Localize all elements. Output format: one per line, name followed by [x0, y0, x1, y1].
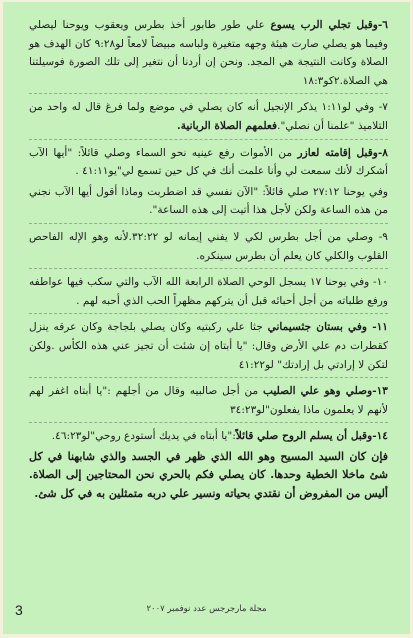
separator — [29, 139, 388, 140]
paragraph-text: ١٠- وفي يوحنا ١٧ يسجل الوحي الصلاة الرابعة الله الآب والتي سكب فيها عواطفه ورفع طلباته من أجل أحبائه قبل أن يتركهم مظهراً الحب الذي أحبه لهم . — [29, 276, 388, 307]
paragraph-9 — [29, 228, 388, 265]
paragraph-8 — [29, 144, 388, 181]
paragraph-text: ٩- وصلي من أجل بطرس لكي لا يفني إيمانه لو ٣٢:٢٢.لأنه وهو الإله الفاحص القلوب والكلي كان يعلم أن بطرس سينكره. — [29, 230, 388, 262]
separator — [29, 268, 388, 269]
paragraph-13 — [29, 382, 388, 419]
paragraph-highlight: فعلمهم الصلاة الربانية. — [177, 119, 278, 132]
separator — [29, 223, 388, 224]
paragraph-heading: ١٣-وصلي وهو علي الصليب — [263, 385, 388, 398]
paragraph-heading: ١٤-وقبل أن يسلم الروح صلي قائلاً — [235, 430, 388, 443]
separator — [29, 377, 388, 378]
paragraph-text: :"يا أبتاه في يديك أستودع روحي"لو٤٦:٢٣. — [51, 430, 236, 443]
paragraph-text: من أجل صالبيه وقال من أجلهم :"يا أبتاه اغفر لهم لأنهم لا يعلمون ماذا يفعلون"لو٣٤:٢٣ — [29, 385, 388, 416]
paragraph-heading: ٦-وقبل تجلي الرب يسوع — [270, 19, 388, 31]
separator — [29, 93, 388, 94]
magazine-issue-label: مجلة مارجرجس عدد نوفمبر ٢٠٠٧ — [146, 604, 267, 614]
paragraph-6 — [29, 16, 388, 90]
paragraph-text: علي طور طابور أخذ بطرس ويعقوب ويوحنا ليصلي وفيما هو يصلي صارت هيئة وجهه متغيرة ولباسه مبيضاً لامعاً لو٩:٢٨ كان الهدف هو الصلاة وكانت النتيجة هي المجد. ونحن إن أردنا أن نتغير إلى تلك الصورة فوسيلتنا هي الصلاة.٢كو١٨:٣ — [29, 19, 389, 87]
paragraph-text: من الأموات رفع عينيه نحو السماء وصلي قائلاً: "أيها الآب أشكرك لأنك سمعت لي وأنا علمت أنك في كل حين تسمع لي"يو٤١:١١ . — [29, 146, 388, 178]
paragraph-heading: ١١- وفي بستان جثسيماني — [267, 321, 388, 334]
page-number: 3 — [15, 602, 23, 618]
article-body — [29, 16, 388, 503]
separator — [29, 313, 388, 314]
paragraph-text: جثا علي ركبتيه وكان يصلي بلجاجة وكان عرقه ينزل كقطرات دم علي الأرض وقال: "يا أبتاه إن شئت أن تجيز عني هذه الكأس .ولكن لتكن لا إرادتي بل إرادتك" لو٤١:٢٢ — [29, 321, 388, 371]
paragraph-10 — [29, 273, 388, 310]
document-page — [3, 2, 410, 634]
paragraph-text: وفي يوحنا ٢٧:١٢ صلي قائلاً: "الآن نفسي قد اضطربت وماذا أقول أيها الآب نجني من هذه الساعة ولكن لأجل هذا أتيت إلى هذه الساعة". — [29, 185, 389, 217]
page-footer — [3, 602, 410, 622]
paragraph-8b — [29, 183, 388, 220]
paragraph-11 — [29, 318, 388, 374]
conclusion-paragraph: فإن كان السيد المسيح وهو الله الذي ظهر في الجسد والذي شابهنا في كل شئ ماخلا الخطية وحدها. كان يصلي فكم بالحري نحن المحتاجين إلى الصلاة. أليس من المفروض أن نقتدي بحياته ونسير علي دربه متمثلين به في كل شئ. — [29, 449, 388, 500]
paragraph-text: ٧- وفي لو١:١١ يذكر الإنجيل أنه كان يصلي في موضع ولما فرغ قال له واحد من التلاميذ "علمنا أن نصلي". — [29, 101, 388, 132]
paragraph-14 — [29, 427, 388, 446]
separator — [29, 422, 388, 423]
paragraph-heading: ٨-وقبل إقامته لعازر — [297, 146, 388, 159]
paragraph-7 — [29, 98, 388, 135]
